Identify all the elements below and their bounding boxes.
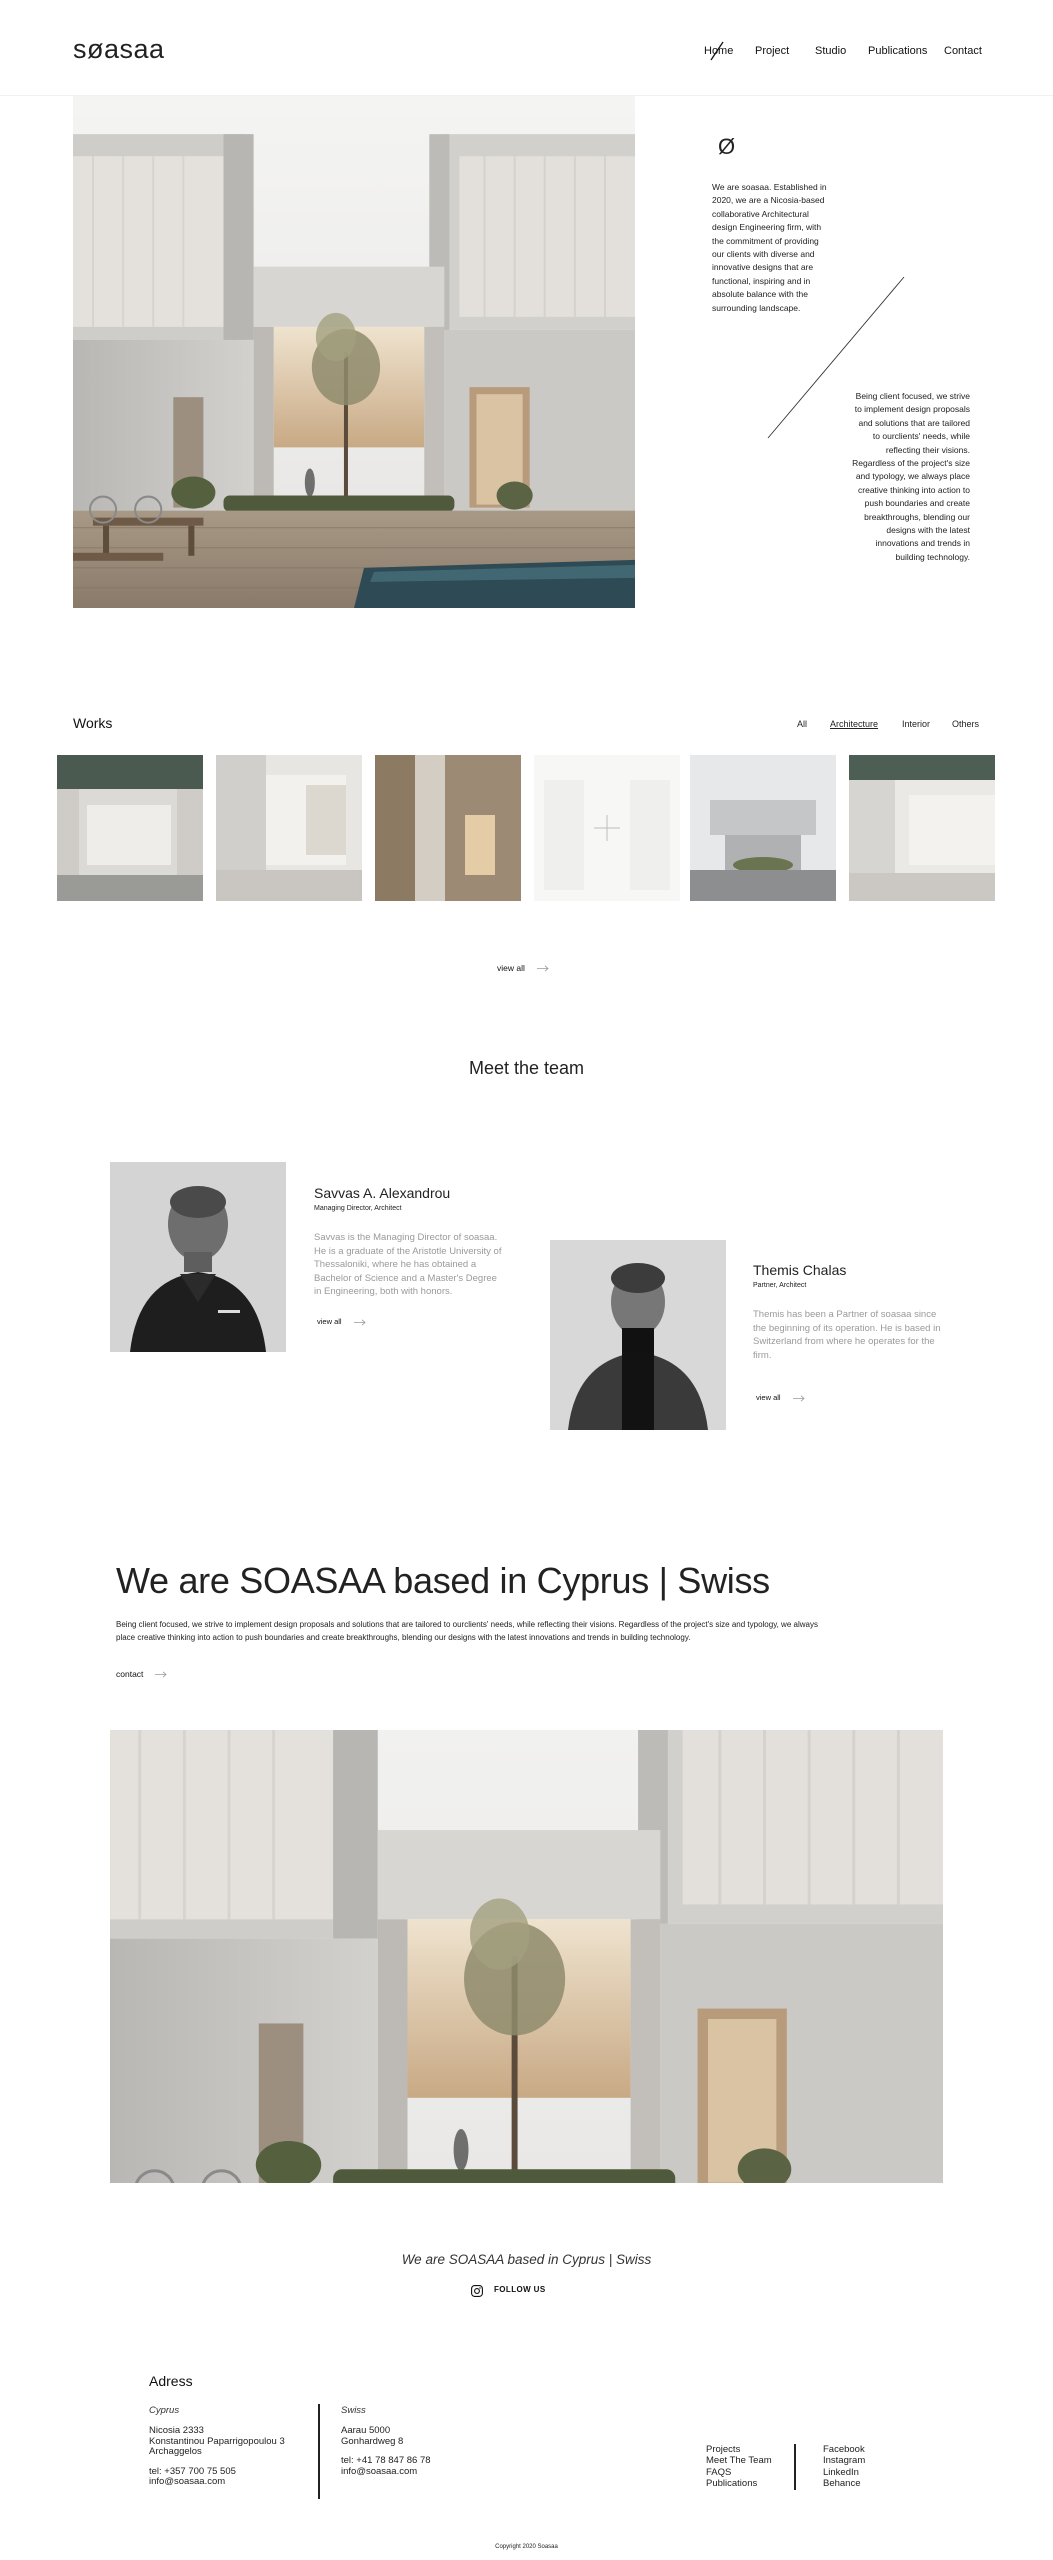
feature-image	[110, 1730, 943, 2183]
instagram-icon[interactable]	[471, 2284, 483, 2296]
contact-label: contact	[116, 1669, 144, 1679]
nav-contact[interactable]: Contact	[944, 45, 982, 57]
footer-link-behance[interactable]: Behance	[823, 2477, 861, 2489]
footer-link-instagram[interactable]: Instagram	[823, 2455, 866, 2467]
about-text: Being client focused, we strive to implement design proposals and solutions that are tailored to ourclients' needs, while reflecting their visions. Regardless of the project's size and typology, we always place creative thinking into action to push boundaries and create breakthroughs, blending our designs with the latest innovations and trends in building technology.	[116, 1620, 818, 1642]
member-name: Themis Chalas	[753, 1262, 847, 1278]
city-label-swiss: Swiss	[341, 2405, 366, 2416]
city-label-cyprus: Cyprus	[149, 2405, 180, 2416]
nav-home[interactable]: Home	[704, 45, 734, 57]
address-line: Aarau 5000	[341, 2425, 391, 2436]
member-bio: Savvas is the Managing Director of soasaa. He is a graduate of the Aristotle University of Thessaloniki, where he has obtained a Bachelor of Science and a Master's Degree in Engineering, both with honors.	[314, 1232, 502, 1297]
address-line: Konstantinou Paparrigopoulou 3	[149, 2435, 285, 2447]
arrow-right-icon	[793, 1395, 805, 1402]
view-all-label: view all	[497, 963, 525, 973]
filter-architecture[interactable]: Architecture	[830, 719, 879, 729]
contact-link[interactable]	[116, 1669, 167, 1679]
footer-links-social	[823, 2444, 865, 2489]
footer-link-team[interactable]: Meet The Team	[706, 2455, 772, 2467]
work-thumbnail[interactable]	[375, 755, 521, 901]
footer-link-linkedin[interactable]: LinkedIn	[823, 2466, 859, 2478]
arrow-right-icon	[354, 1319, 366, 1326]
view-all-label: view all	[756, 1393, 781, 1402]
divider	[794, 2444, 796, 2490]
filter-interior[interactable]: Interior	[902, 719, 931, 729]
site-header	[0, 0, 1053, 96]
site-logo[interactable]: søasaa	[73, 34, 165, 64]
work-thumbnail[interactable]	[57, 755, 203, 901]
brand-symbol: Ø	[718, 134, 736, 159]
work-thumbnail[interactable]	[534, 755, 680, 901]
filter-all[interactable]: All	[797, 719, 808, 729]
work-thumbnail[interactable]	[216, 755, 362, 901]
works-view-all-link[interactable]	[497, 963, 549, 973]
nav-project[interactable]: Project	[755, 45, 790, 57]
about-title: We are SOASAA based in Cyprus | Swiss	[116, 1560, 770, 1601]
arrow-right-icon	[155, 1671, 167, 1678]
member-role: Managing Director, Architect	[314, 1205, 402, 1212]
email[interactable]: info@soasaa.com	[149, 2476, 226, 2487]
intro-paragraph: We are soasaa. Established in 2020, we are a Nicosia-based collaborative Architectural design Engineering firm, with the commitment of providing our clients with diverse and innovative designs that are functional, inspiring and in absolute balance with the surrounding landscape.	[712, 182, 827, 313]
work-thumbnail[interactable]	[690, 755, 836, 901]
nav-publications[interactable]: Publications	[868, 45, 928, 57]
member-view-all-link[interactable]	[317, 1317, 366, 1326]
member-view-all-link[interactable]	[756, 1393, 805, 1402]
view-all-label: view all	[317, 1317, 342, 1326]
phone[interactable]: tel: +357 700 75 505	[149, 2465, 236, 2477]
team-title: Meet the team	[468, 1058, 585, 1078]
copyright: Copyright 2020 Soasaa	[495, 2544, 558, 2550]
swiss-address	[341, 2426, 431, 2477]
footer-links-site	[706, 2444, 772, 2489]
arrow-right-icon	[537, 965, 549, 972]
intro-paragraph-2: Being client focused, we strive to implement design proposals and solutions that are tailored to ourclients' needs, while reflecting their visions. Regardless of the project's size and typology, we always place creative thinking into action to push boundaries and create breakthroughs, blending our designs with the latest innovations and trends in building technology.	[852, 391, 970, 562]
member-role: Partner, Architect	[753, 1282, 807, 1289]
footer-tagline: We are SOASAA based in Cyprus | Swiss	[401, 2252, 652, 2267]
footer-link-faqs[interactable]: FAQS	[706, 2466, 732, 2478]
member-name: Savvas A. Alexandrou	[314, 1185, 451, 1201]
address-line: Archaggelos	[149, 2446, 202, 2457]
address-line: Nicosia 2333	[149, 2425, 204, 2436]
phone[interactable]: tel: +41 78 847 86 78	[341, 2455, 431, 2466]
work-thumbnail[interactable]	[849, 755, 995, 901]
footer-link-facebook[interactable]: Facebook	[823, 2444, 865, 2455]
email[interactable]: info@soasaa.com	[341, 2465, 418, 2477]
follow-us-link[interactable]: FOLLOW US	[494, 2285, 546, 2294]
filter-others[interactable]: Others	[952, 719, 980, 729]
address-line: Gonhardweg 8	[341, 2435, 404, 2447]
hero-image	[73, 96, 635, 608]
footer-link-projects[interactable]: Projects	[706, 2444, 741, 2455]
divider	[318, 2404, 320, 2499]
cyprus-address	[149, 2426, 285, 2488]
footer-link-publications[interactable]: Publications	[706, 2477, 758, 2489]
nav-studio[interactable]: Studio	[815, 45, 847, 57]
member-photo	[550, 1240, 726, 1430]
member-bio: Themis has been a Partner of soasaa since the beginning of its operation. He is based in Switzerland from where he operates for the firm.	[753, 1309, 941, 1361]
address-title: Adress	[149, 2373, 193, 2389]
works-title: Works	[73, 715, 113, 731]
member-photo	[110, 1162, 286, 1352]
